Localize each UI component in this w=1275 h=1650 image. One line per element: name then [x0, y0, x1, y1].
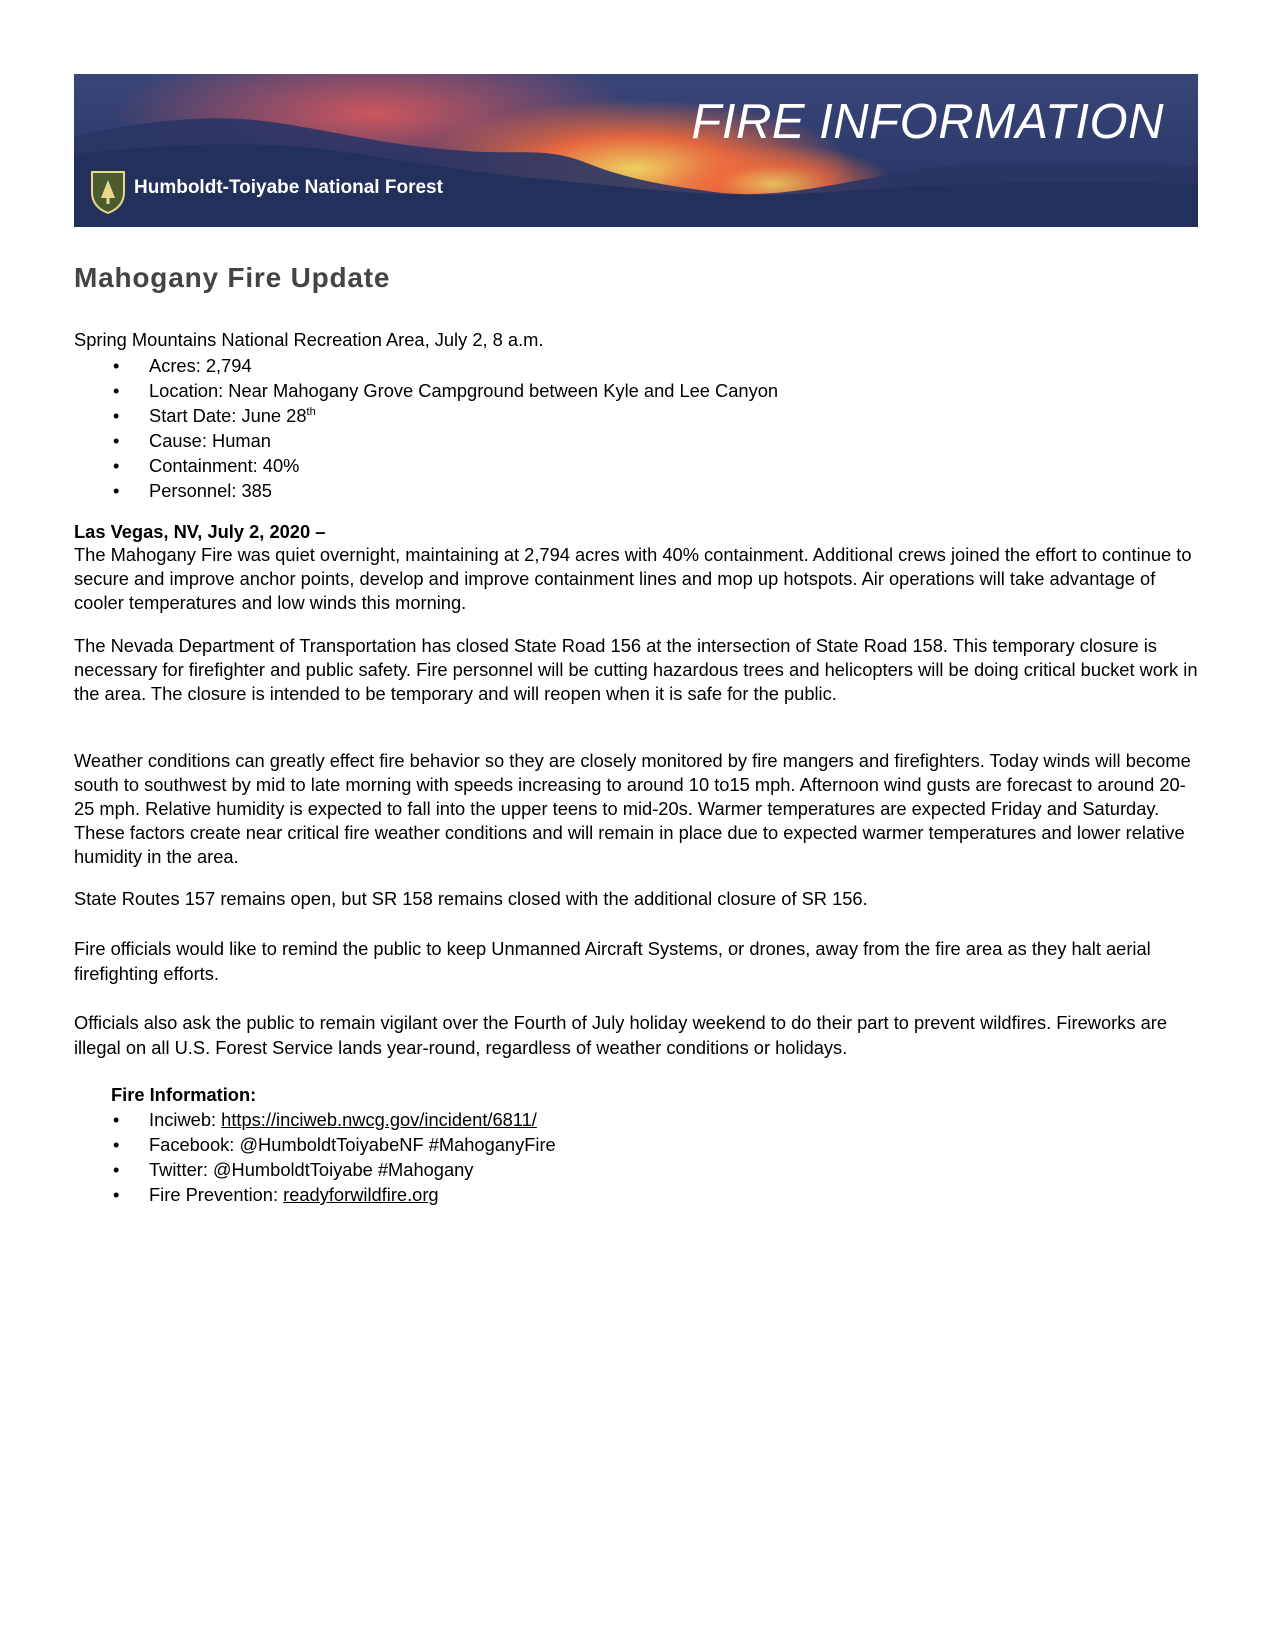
fire-information-banner [74, 74, 1198, 227]
forest-service-shield-icon [88, 168, 128, 214]
fire-info-twitter: • Twitter: @HumboldtToiyabe #Mahogany [113, 1159, 474, 1180]
ordinal-suffix: th [306, 405, 316, 418]
fire-summary-list [74, 353, 778, 503]
fire-info-heading: Fire Information: [111, 1084, 257, 1105]
bullet-icon: • [113, 405, 120, 426]
fire-info-list [74, 1107, 556, 1207]
page-title: Mahogany Fire Update [74, 262, 391, 293]
summary-item-location: • Location: Near Mahogany Grove Campground between Kyle and Lee Canyon [113, 380, 779, 401]
summary-item-cause: • Cause: Human [113, 430, 271, 451]
bullet-icon: • [113, 480, 120, 501]
bullet-icon: • [113, 1184, 120, 1205]
paragraph-drones: Fire officials would like to remind the public to keep Unmanned Aircraft Systems, or drones, away from the fire area as they halt aerial firefighting efforts. [74, 938, 1151, 984]
bullet-icon: • [113, 1109, 120, 1130]
banner-title: FIRE INFORMATION [691, 95, 1164, 149]
summary-item-personnel: • Personnel: 385 [113, 480, 272, 501]
summary-item-containment: • Containment: 40% [113, 455, 300, 476]
paragraph-road-closure: The Nevada Department of Transportation has closed State Road 156 at the intersection of State Road 158. This temporary closure is necessary for firefighter and public safety. Fire personnel will be cutting hazardous trees and helicopters will be doing critical bucket work in the area. The closure is intended to be temporary and will reopen when it is safe for the public. [74, 635, 1198, 704]
article-dateline: Las Vegas, NV, July 2, 2020 – [74, 521, 326, 542]
bullet-icon: • [113, 1159, 120, 1180]
paragraph-weather: Weather conditions can greatly effect fire behavior so they are closely monitored by fire mangers and firefighters. Today winds will become south to southwest by mid to late morning with speeds increasing to around 10 to15 mph. Afternoon wind gusts are forecast to around 20-25 mph. Relative humidity is expected to fall into the upper teens to mid-20s. Warmer temperatures are expected Friday and Saturday. These factors create near critical fire weather conditions and will remain in place due to expected warmer temperatures and lower relative humidity in the area. [74, 750, 1191, 867]
bullet-icon: • [113, 1134, 120, 1155]
fire-info-facebook: • Facebook: @HumboldtToiyabeNF #MahoganyFire [113, 1134, 556, 1155]
inciweb-link[interactable]: https://inciweb.nwcg.gov/incident/6811/ [221, 1109, 537, 1130]
fire-info-inciweb: • Inciweb: https://inciweb.nwcg.gov/incident/6811/ [113, 1109, 537, 1130]
bullet-icon: • [113, 430, 120, 451]
paragraph-fireworks: Officials also ask the public to remain vigilant over the Fourth of July holiday weekend to do their part to prevent wildfires. Fireworks are illegal on all U.S. Forest Service lands year-round, regardless of weather conditions or holidays. [74, 1012, 1167, 1058]
prevention-link[interactable]: readyforwildfire.org [283, 1184, 439, 1205]
summary-dateline: Spring Mountains National Recreation Area, July 2, 8 a.m. [74, 329, 544, 350]
bullet-icon: • [113, 455, 120, 476]
summary-item-acres: • Acres: 2,794 [113, 355, 252, 376]
summary-item-start-date: • Start Date: June 28th [113, 405, 316, 426]
paragraph-state-routes: State Routes 157 remains open, but SR 158 remains closed with the additional closure of SR 156. [74, 888, 868, 909]
bullet-icon: • [113, 380, 120, 401]
forest-name: Humboldt-Toiyabe National Forest [134, 177, 443, 198]
bullet-icon: • [113, 355, 120, 376]
fire-info-prevention: • Fire Prevention: readyforwildfire.org [113, 1184, 439, 1205]
paragraph-overnight: The Mahogany Fire was quiet overnight, maintaining at 2,794 acres with 40% containment. Additional crews joined the effort to continue to secure and improve anchor points, develop and improve containment lines and mop up hotspots. Air operations will take advantage of cooler temperatures and low winds this morning. [74, 544, 1192, 613]
